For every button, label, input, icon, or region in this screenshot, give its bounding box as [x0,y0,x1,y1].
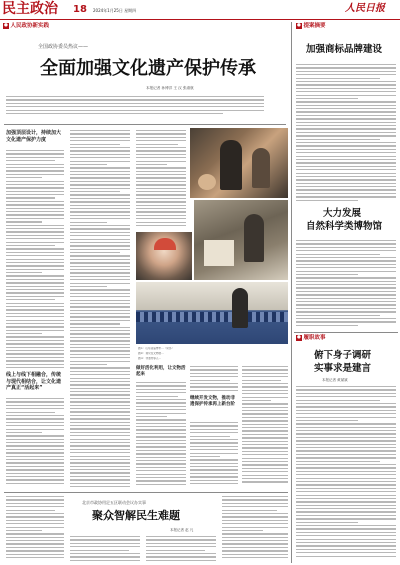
bottom-byline: 本报记者 赵 凡 [170,528,194,532]
photo-workshop [190,128,288,198]
column-rule [291,22,292,563]
issue-date: 2024年1月25日 星期四 [93,8,137,13]
right-byline-3: 本报记者 黄斌斌 [322,378,348,382]
tag-marker-icon: ● [297,335,301,340]
article-text [242,366,288,488]
right-headline-3b: 实事求是建言 [314,363,372,374]
photo-textile [136,282,288,344]
mid-subhead-2: 继续开发文物，推动非遗保护传承再上新台阶 [190,396,235,407]
divider [4,492,288,493]
subhead-1: 加强顶层设计，持续加大文化遗产保护力度 [6,130,62,143]
article-text [296,386,396,563]
photo-figure [252,148,270,188]
right-tag-story: ● 履职故事 [297,335,326,341]
divider [4,124,286,125]
divider [294,332,398,333]
photo-object [204,240,234,266]
article-text [70,536,140,563]
article-text [222,496,288,563]
photo-caption-2: 图②：观众在文物展… [138,352,164,355]
article-text [70,130,130,488]
lead-kicker: 全国政协委员热议—— [38,44,89,50]
photo-caption-1: 图①：山东省淄博市…（局部） [138,347,175,350]
bottom-kicker: 北京市政协用足五区联动会议办实事 [82,500,146,505]
article-text [6,150,64,368]
lead-intro [6,96,264,120]
mid-subhead-1: 做好活化利用，让文物活起来 [136,366,186,377]
article-text [136,382,186,488]
photo-child [136,232,192,280]
lead-byline: 本报记者 孙博洋 王 汉 张淑航 [146,86,194,90]
photo-figure [232,288,248,328]
tag-marker-icon: ● [4,23,8,28]
article-text [296,240,396,330]
right-headline-2a: 大力发展 [323,208,362,219]
photo-artifact [198,174,216,190]
right-tag-proposal: ● 提案摘要 [297,23,326,29]
article-text [146,536,216,563]
photo-figure [244,214,264,262]
article-text [296,64,396,206]
right-headline-3a: 俯下身子调研 [314,350,372,361]
column-tag: ● 人民政协新实践 [4,23,50,29]
tag-marker-icon: ● [297,23,301,28]
lead-headline: 全面加强文化遗产保护传承 [40,58,256,79]
article-text [136,130,186,230]
right-headline-2b: 自然科学类博物馆 [306,221,383,232]
article-text [6,398,64,488]
section-name: 民主政治 [2,1,58,17]
photo-figure [220,140,242,190]
bottom-headline: 聚众智解民生难题 [92,509,180,522]
right-headline-1: 加强商标品牌建设 [306,44,383,55]
article-text [6,496,64,562]
photo-hat [154,238,176,250]
page-number: 18 [73,4,87,15]
article-text [190,422,238,488]
photo-craft [194,200,288,280]
subhead-3: 线上与线下相融合，传统与现代相结合，让文化遗产真正“活起来” [6,372,62,391]
photo-caption-3: 图③：非遗传承人… [138,357,162,360]
photo-pattern [136,312,288,322]
masthead [0,0,400,20]
article-text [190,366,238,394]
newspaper-logo: 人民日报 [345,3,385,14]
